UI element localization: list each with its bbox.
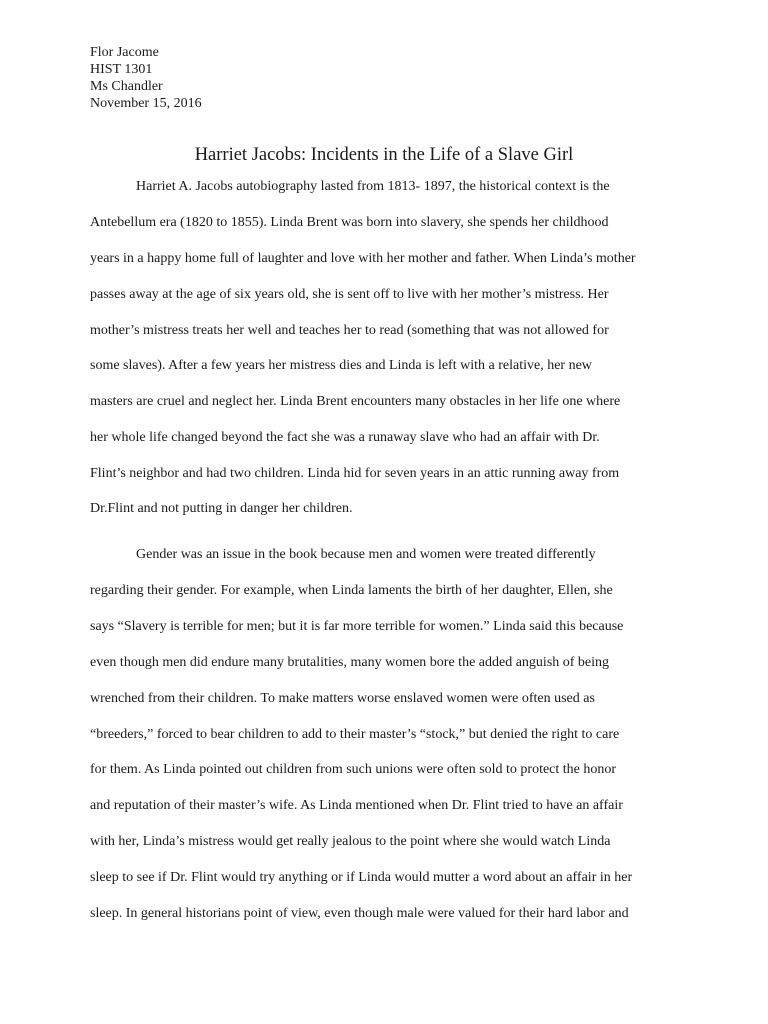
paragraph-2-line-2: regarding their gender. For example, when Linda laments the birth of her daughter, Ellen, she — [90, 583, 613, 598]
paragraph-1-line-7: masters are cruel and neglect her. Linda Brent encounters many obstacles in her life one where — [90, 394, 621, 409]
paragraph-1-line-1: Harriet A. Jacobs autobiography lasted from 1813- 1897, the historical context is the — [136, 179, 610, 194]
paragraph-2-line-6: “breeders,” forced to bear children to add to their master’s “stock,” but denied the right to care — [90, 727, 620, 742]
paragraph-2-line-10: sleep to see if Dr. Flint would try anything or if Linda would mutter a word about an affair in her — [90, 870, 633, 885]
paragraph-2-line-5: wrenched from their children. To make matters worse enslaved women were often used as — [90, 691, 595, 706]
document-header — [90, 44, 202, 112]
document-title: Harriet Jacobs: Incidents in the Life of a Slave Girl — [194, 145, 574, 165]
instructor-name: Ms Chandler — [90, 79, 163, 94]
paragraph-2-line-7: for them. As Linda pointed out children from such unions were often sold to protect the honor — [90, 762, 617, 777]
paragraph-1-line-4: passes away at the age of six years old, she is sent off to live with her mother’s mistress. Her — [90, 287, 609, 302]
course-code: HIST 1301 — [90, 62, 153, 77]
paragraph-2-line-9: with her, Linda’s mistress would get really jealous to the point where she would watch Linda — [90, 834, 611, 849]
document-date: November 15, 2016 — [90, 96, 202, 111]
paragraph-1-line-5: mother’s mistress treats her well and teaches her to read (something that was not allowed for — [90, 323, 609, 338]
paragraph-2-line-3: says “Slavery is terrible for men; but it is far more terrible for women.” Linda said this because — [90, 619, 624, 634]
author-name: Flor Jacome — [90, 45, 159, 60]
paragraph-1-line-9: Flint’s neighbor and had two children. Linda hid for seven years in an attic running away from — [90, 466, 620, 481]
paragraph-2-line-4: even though men did endure many brutalities, many women bore the added anguish of being — [90, 655, 610, 670]
paragraph-1-line-3: years in a happy home full of laughter and love with her mother and father. When Linda’s mother — [90, 251, 636, 266]
paragraph-2-line-11: sleep. In general historians point of view, even though male were valued for their hard labor and — [90, 906, 629, 921]
paragraph-1-line-2: Antebellum era (1820 to 1855). Linda Brent was born into slavery, she spends her childhood — [90, 215, 609, 230]
paragraph-2-line-8: and reputation of their master’s wife. As Linda mentioned when Dr. Flint tried to have an affair — [90, 798, 623, 813]
paragraph-2-line-1: Gender was an issue in the book because men and women were treated differently — [136, 547, 596, 562]
paragraph-1-line-10: Dr.Flint and not putting in danger her children. — [90, 501, 353, 516]
paragraph-1-line-8: her whole life changed beyond the fact she was a runaway slave who had an affair with Dr. — [90, 430, 600, 445]
paragraph-1-line-6: some slaves). After a few years her mistress dies and Linda is left with a relative, her new — [90, 358, 592, 373]
